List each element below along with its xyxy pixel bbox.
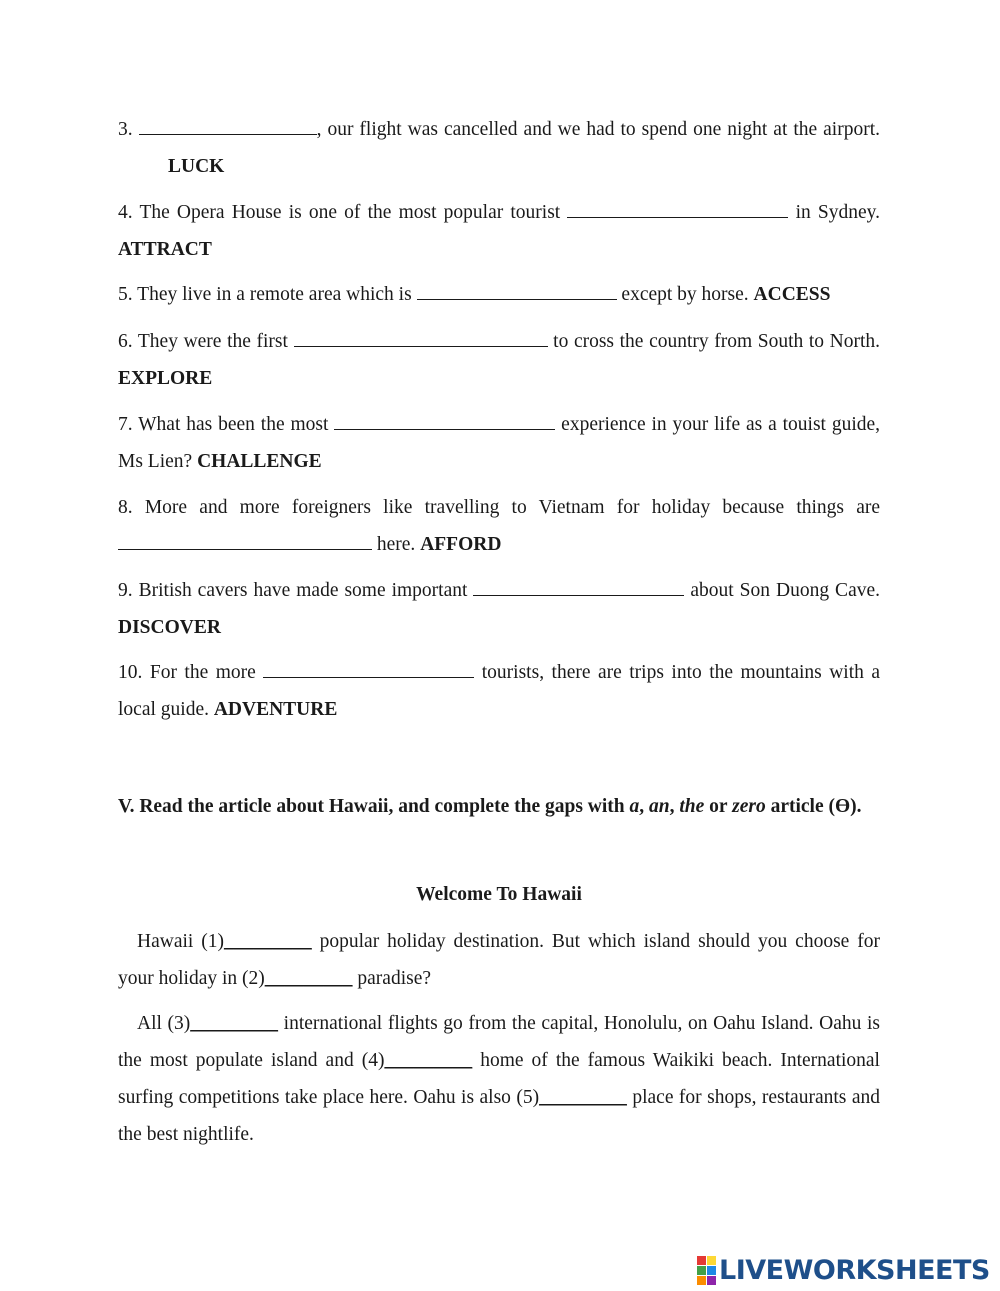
logo-block <box>697 1266 706 1275</box>
answer-blank-9[interactable] <box>473 577 684 596</box>
article-title: Welcome To Hawaii <box>416 884 582 905</box>
article-text: place for shops, restaurants and the best nightlife. <box>118 1087 880 1145</box>
answer-blank-4[interactable] <box>567 199 788 218</box>
section-or: or <box>709 796 728 817</box>
question-6 <box>118 323 880 397</box>
keyword-access: ACCESS <box>753 284 831 305</box>
keyword-afford: AFFORD <box>420 534 502 555</box>
question-number: 5. <box>118 284 133 305</box>
answer-blank-7[interactable] <box>334 411 555 430</box>
question-4 <box>118 194 880 268</box>
question-text-after: tourists, there are trips into the mountains with a local guide. <box>118 662 881 720</box>
question-number: 4. <box>118 202 133 223</box>
logo-text: LIVEWORKSHEETS <box>719 1254 990 1286</box>
question-7 <box>118 406 880 480</box>
article-paragraph-1 <box>118 923 880 997</box>
article-text: international flights go from the capital, Honolulu, on Oahu Island. Oahu is the most populate island and (4) <box>118 1013 880 1071</box>
keyword-explore: EXPLORE <box>118 368 213 389</box>
keyword-adventure: ADVENTURE <box>213 699 338 720</box>
keyword-challenge: CHALLENGE <box>197 451 322 472</box>
question-text: The Opera House is one of the most popular tourist <box>139 202 561 223</box>
question-10 <box>118 654 880 728</box>
question-number: 7. <box>118 414 133 435</box>
article-an: an <box>649 796 670 817</box>
keyword-luck: LUCK <box>168 156 225 177</box>
question-3 <box>118 111 880 185</box>
keyword-discover: DISCOVER <box>118 617 221 638</box>
question-number: 6. <box>118 331 133 352</box>
logo-blocks-icon <box>697 1256 716 1285</box>
article-text: popular holiday destination. But which island should you choose for your holiday in (2) <box>118 931 880 989</box>
question-text: They were the first <box>137 331 288 352</box>
question-text-after: in Sydney. <box>795 202 881 223</box>
question-text: More and more foreigners like travelling to Vietnam for holiday because things are <box>144 497 880 518</box>
keyword-attract: ATTRACT <box>118 239 212 260</box>
question-9 <box>118 572 880 646</box>
answer-blank-5[interactable] <box>417 281 617 300</box>
logo-block <box>697 1276 706 1285</box>
question-text: For the more <box>149 662 256 683</box>
question-number: 10. <box>118 662 143 683</box>
section-instruction: V. Read the article about Hawaii, and complete the gaps with <box>118 796 625 817</box>
article-blank-5[interactable]: _________ <box>539 1087 627 1108</box>
question-8 <box>118 489 880 563</box>
article-blank-2[interactable]: _________ <box>264 968 353 989</box>
answer-blank-8[interactable] <box>118 531 372 550</box>
question-text: , our flight was cancelled and we had to spend one night at the airport. <box>316 119 881 140</box>
article-a: a <box>629 796 640 817</box>
article-text: home of the famous Waikiki beach. International surfing competitions take place here. Oahu is also (5) <box>118 1050 880 1108</box>
question-text-after: about Son Duong Cave. <box>690 580 880 601</box>
question-number: 3. <box>118 119 133 140</box>
article-text: All (3) <box>137 1013 191 1034</box>
comma: , <box>669 796 675 817</box>
article-blank-1[interactable]: _________ <box>223 931 312 952</box>
comma: , <box>639 796 645 817</box>
section-v-heading <box>118 784 880 830</box>
question-text-after: except by horse. <box>621 284 749 305</box>
logo-block <box>707 1266 716 1275</box>
question-number: 9. <box>118 580 133 601</box>
liveworksheets-logo <box>697 1254 990 1286</box>
section-article-word: article <box>770 796 824 817</box>
answer-blank-10[interactable] <box>263 659 474 678</box>
article-blank-4[interactable]: _________ <box>384 1050 473 1071</box>
zero-symbol: (Ө). <box>828 796 862 817</box>
question-text: They live in a remote area which is <box>137 284 412 305</box>
answer-blank-3[interactable] <box>139 116 317 135</box>
question-text-after: to cross the country from South to North. <box>553 331 881 352</box>
article-the: the <box>679 796 705 817</box>
question-text-after: here. <box>376 534 416 555</box>
article-paragraph-2 <box>118 1005 880 1153</box>
question-number: 8. <box>118 497 133 518</box>
article-blank-3[interactable]: _________ <box>190 1013 279 1034</box>
logo-block <box>707 1256 716 1265</box>
question-text: British cavers have made some important <box>138 580 468 601</box>
answer-blank-6[interactable] <box>294 328 548 347</box>
article-text: Hawaii (1) <box>137 931 224 952</box>
article-zero: zero <box>732 796 766 817</box>
question-text: What has been the most <box>138 414 329 435</box>
question-5 <box>118 276 880 313</box>
question-text-after: experience in your life as a touist guide, Ms Lien? <box>118 414 881 472</box>
article-text: paradise? <box>352 968 432 989</box>
logo-block <box>707 1276 716 1285</box>
logo-block <box>697 1256 706 1265</box>
